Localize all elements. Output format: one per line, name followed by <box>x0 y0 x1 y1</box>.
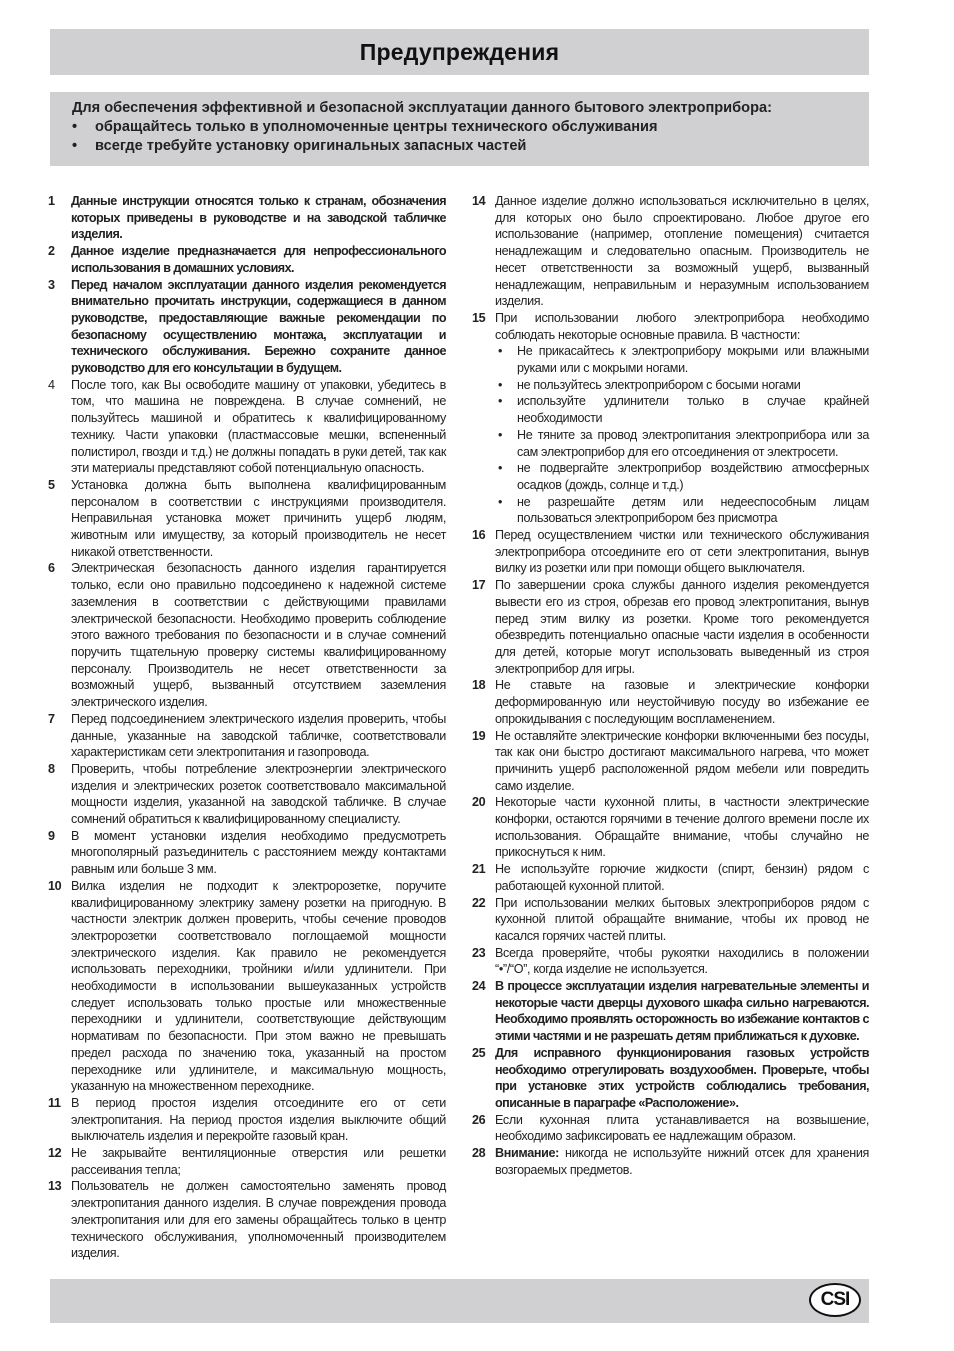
intro-bullet: • обращайтесь только в уполномоченные центры технического обслуживания <box>72 119 658 135</box>
item-number: 6 <box>48 561 55 576</box>
list-item <box>472 1145 869 1178</box>
list-item <box>48 277 446 377</box>
item-number: 16 <box>472 528 486 543</box>
item-text: Внимание: никогда не используйте нижний отсек для хранения возгораемых предметов. <box>495 1146 869 1177</box>
item-text: Некоторые части кухонной плиты, в частности электрические конфорки, остаются горячими в течение долгого времени после их использования. Обращайте внимание, чтобы случайно не прикоснуться к ним. <box>495 795 869 860</box>
item-number: 5 <box>48 477 55 492</box>
list-item <box>472 1045 869 1112</box>
list-item <box>48 243 446 276</box>
item-text: Установка должна быть выполнена квалифицированным персоналом в соответствии с инструкциями производителя. Неправильная установка может причинить ущерб людям, животным или имуществу, за который производитель не несет никакой ответственности. <box>71 477 446 559</box>
item-number: 2 <box>48 244 55 259</box>
list-item <box>472 978 869 1045</box>
item-number: 10 <box>48 878 62 893</box>
item-number: 13 <box>48 1179 62 1194</box>
sub-list-item: • не разрешайте детям или недееспособным лицам пользоваться электроприбором без присмотра <box>495 494 869 527</box>
list-item <box>48 878 446 1095</box>
list-item <box>48 560 446 710</box>
sub-list <box>472 343 869 527</box>
list-item <box>472 728 869 795</box>
item-text: В процессе эксплуатации изделия нагревательные элементы и некоторые части дверцы духового шкафа сильно нагреваются. Необходимо проявлять осторожность во избежание контактов с этими частями и не разрешать детям приближаться к духовке. <box>495 979 869 1044</box>
item-text: Не ставьте на газовые и электрические конфорки деформированную или неустойчивую посуду во избежание ее опрокидывания с последующим воспламенением. <box>495 678 869 726</box>
bullet-icon: • <box>498 394 503 409</box>
item-text: Не используйте горючие жидкости (спирт, бензин) рядом с работающей кухонной плитой. <box>495 862 869 893</box>
warning-label: Внимание: <box>495 1146 559 1161</box>
item-number: 11 <box>48 1095 61 1110</box>
item-number: 26 <box>472 1112 486 1127</box>
list-item <box>472 193 869 310</box>
item-text: Проверить, чтобы потребление электроэнергии электрического изделия и электрических розеток соответствовало максимальной мощности изделия, указанной на заводской табличке. В случае сомнений обратиться к квалифицированному специалисту. <box>71 761 446 827</box>
list-item <box>48 711 446 761</box>
item-text: Данное изделие должно использоваться исключительно в целях, для которых оно было спроектировано. Любое другое его использование (например, отопление помещения) считается ненадлежащим и следовательно опасным. Производитель не несет ответственности за возможный ущерб, вызванный ненадлежащим, неправильным и неразумным использованием изделия. <box>495 194 869 309</box>
item-text: Если кухонная плита устанавливается на возвышение, необходимо зафиксировать ее надлежащим образом. <box>495 1112 869 1144</box>
item-number: 22 <box>472 895 486 910</box>
item-number: 28 <box>472 1146 486 1161</box>
item-number: 19 <box>472 728 486 743</box>
item-number: 21 <box>472 862 486 877</box>
item-number: 3 <box>48 277 55 292</box>
list-item <box>48 477 446 561</box>
bullet-icon: • <box>72 119 78 135</box>
list-item <box>472 1112 869 1145</box>
item-number: 20 <box>472 795 486 810</box>
item-text: При использовании любого электроприбора необходимо соблюдать некоторые основные правила. В частности: <box>495 310 869 342</box>
item-text: Данные инструкции относятся только к странам, обозначения которых приведены в руководстве и на заводской табличке изделия. <box>71 194 446 242</box>
item-text: Вилка изделия не подходит к электророзетке, поручите квалифицированному электрику замену розетки на пригодную. В частности электрик должен проверить, чтобы сечение проводов электророзетки соответствовало поглощаемой мощности электрического изделия. Как правило не рекомендуется использовать переходники, тройники и/или удлинители. При необходимости в использовании вышеуказанных устройств следует использовать только простые или множественные переходники и удлинители, соответствующие действующим нормативам по безопасности. При этом важно не превышать предел расхода по значению тока, указанный на простом переходнике или удлинителе, и максимальную мощность, указанную на множественном переходнике. <box>71 878 446 1094</box>
bullet-icon: • <box>498 494 503 509</box>
item-number: 4 <box>48 377 55 392</box>
item-text: Не оставляйте электрические конфорки включенными без посуды, так как они быстро достигают максимального нагрева, что может причинить ущерб расположенной рядом мебели или повредить само изделие. <box>495 728 869 793</box>
item-text: В момент установки изделия необходимо предусмотреть многополярный разъединитель с расстоянием между контактами равным или больше 3 мм. <box>71 828 446 877</box>
intro-list <box>72 118 869 156</box>
item-text: Пользователь не должен самостоятельно заменять провод электропитания данного изделия. В случае повреждения провода электропитания или для его замены обращайтесь только в центр технического обслуживания, уполномоченный производителем изделия. <box>71 1179 446 1261</box>
item-text: Всегда проверяйте, чтобы рукоятки находились в положении “•”/“O”, когда изделие не используется. <box>495 945 869 977</box>
item-text: Перед началом эксплуатации данного изделия рекомендуется внимательно прочитать инструкции, содержащиеся в данном руководстве, предоставляющие важные рекомендации по безопасному осуществлению монтажа, эксплуатации и технического обслуживания. Бережно сохраните данное руководство для его консультации в будущем. <box>71 277 446 376</box>
footer-bar <box>50 1279 869 1323</box>
list-item <box>472 677 869 727</box>
sub-list-item: • Не прикасайтесь к электроприбору мокрыми или влажными руками или с мокрыми ногами. <box>495 343 869 376</box>
item-number: 25 <box>472 1045 486 1060</box>
page-title: Предупреждения <box>359 38 560 65</box>
list-item <box>48 761 446 828</box>
item-text: Перед осуществлением чистки или технического обслуживания электроприбора отсоедините его от сети электропитания, вынув вилку из розетки или при помощи общего выключателя. <box>495 528 869 576</box>
list-item <box>48 377 446 477</box>
item-number: 8 <box>48 761 55 776</box>
item-text: После того, как Вы освободите машину от упаковки, убедитесь в том, что машина не повреждена. В случае сомнений, не пользуйтесь машиной и обратитесь к квалифицированному технику. Части упаковки (пластмассовые мешки, вспененный полистирол, гвозди и т.д.) не должны попадать в руки детей, так как эти материалы представляют собой потенциальную опасность. <box>71 377 446 476</box>
intro-lead: Для обеспечения эффективной и безопасной эксплуатации данного бытового электроприбора: <box>72 100 772 116</box>
list-item <box>48 1145 446 1178</box>
intro-bullet: • всегде требуйте установку оригинальных запасных частей <box>72 138 527 154</box>
item-number: 12 <box>48 1146 62 1161</box>
item-number: 17 <box>472 578 486 593</box>
item-text: Не закрывайте вентиляционные отверстия или решетки рассеивания тепла; <box>71 1146 446 1177</box>
item-text: При использовании мелких бытовых электроприборов рядом с кухонной плитой обращайте внимание, чтобы их провод не касался горячих частей плиты. <box>495 895 869 943</box>
sub-list-item: • Не тяните за провод электропитания электроприбора или за сам электроприбор для его отсоединения от электросети. <box>495 427 869 460</box>
list-item <box>48 828 446 878</box>
item-number: 1 <box>48 194 55 208</box>
item-number: 9 <box>48 828 55 843</box>
bullet-icon: • <box>498 461 503 476</box>
list-item <box>472 945 869 978</box>
list-item <box>472 895 869 945</box>
bullet-icon: • <box>498 427 503 442</box>
item-number: 14 <box>472 194 486 208</box>
sub-list-item: • не пользуйтесь электроприбором с босыми ногами <box>495 377 869 394</box>
list-item <box>48 1095 446 1145</box>
item-text: Перед подсоединением электрического изделия проверить, чтобы данные, указанные на заводской табличке, соответствовали характеристикам сети электропитания и газопровода. <box>71 711 446 760</box>
list-item <box>48 193 446 243</box>
item-number: 18 <box>472 678 486 693</box>
intro-box <box>50 92 869 166</box>
item-text: Для исправного функционирования газовых устройств необходимо отрегулировать воздухообмен. Проверьте, чтобы при установке этих устройств соблюдались требования, описанные в параграфе «Расположение». <box>495 1045 869 1110</box>
bullet-icon: • <box>72 138 78 154</box>
item-number: 7 <box>48 711 55 726</box>
list-item <box>472 577 869 677</box>
title-bar <box>50 29 869 75</box>
item-number: 23 <box>472 945 486 960</box>
list-item <box>472 310 869 343</box>
item-text: Данное изделие предназначается для непрофессионального использования в домашних условиях. <box>71 244 446 275</box>
list-item <box>472 527 869 577</box>
left-column <box>48 193 446 1262</box>
item-text: По завершении срока службы данного изделия рекомендуется вывести его из строя, обрезав его провод электропитания, вынув перед этим вилку из розетки. Кроме того рекомендуется обезвредить потенциально опасные части изделия в особенности для детей, которые могут использовать выведенный из строя электроприбор для игры. <box>495 578 869 676</box>
item-number: 15 <box>472 310 486 325</box>
item-text: Электрическая безопасность данного изделия гарантируется только, если оно правильно подсоединено к надежной системе заземления в соответствии с действующими правилами электрической безопасности. Необходимо проверить соблюдение этого важного требования по безопасности и в случае сомнений поручить тщательную проверку системы квалифицированному персоналу. Производитель не несет ответственности за возможный ущерб, вызванный отсутствием заземления электрического изделия. <box>71 561 446 710</box>
list-item <box>48 1178 446 1262</box>
item-number: 24 <box>472 979 486 994</box>
list-item <box>472 861 869 894</box>
list-item <box>472 794 869 861</box>
sub-list-item: • не подвергайте электроприбор воздействию атмосферных осадков (дождь, солнце и т.д.) <box>495 460 869 493</box>
bullet-icon: • <box>498 377 503 392</box>
bullet-icon: • <box>498 344 503 359</box>
sub-list-item: • используйте удлинители только в случае крайней необходимости <box>495 393 869 426</box>
right-column <box>472 193 869 1178</box>
item-text: В период простоя изделия отсоедините его от сети электропитания. На период простоя изделия выключите общий выключатель изделия и перекройте газовый кран. <box>71 1095 446 1144</box>
csi-logo: CSI <box>809 1283 861 1317</box>
